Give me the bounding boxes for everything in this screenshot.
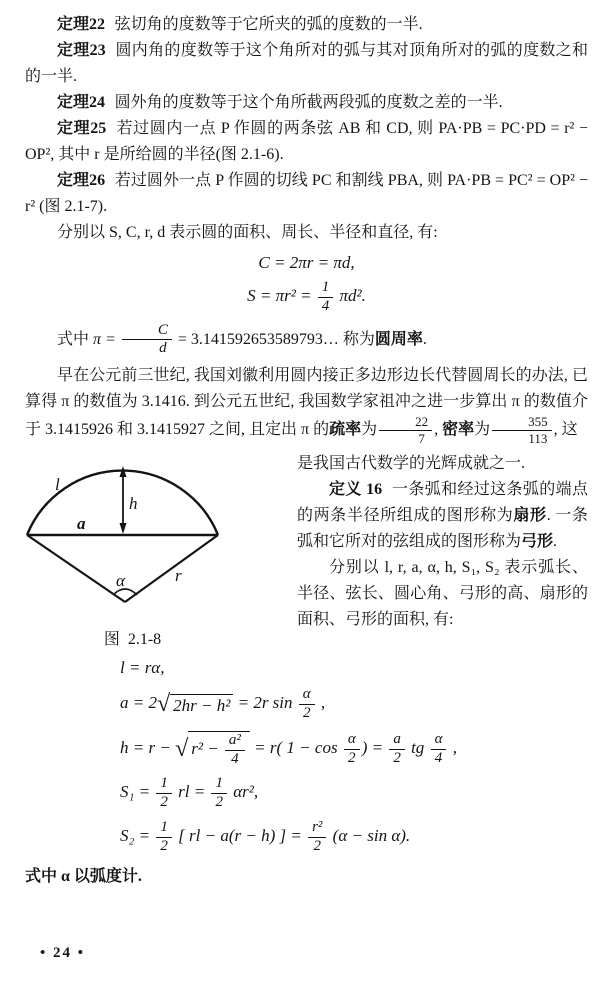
formula-height-mid-1: = r( 1 − cos <box>249 737 342 757</box>
variables-paragraph: 分别以 l, r, a, α, h, S₁, S₂ 表示弧长、半径、弦长、圆心角、弓形的高、扇形的面积、弓形的面积, 有: <box>297 559 588 629</box>
pi-symbol: π = <box>93 330 120 348</box>
definition-16-label: 定义 16 <box>329 481 383 499</box>
central-angle-label: α <box>116 571 125 591</box>
radius-line-left <box>27 535 125 602</box>
formula-height-pre: h = r − <box>120 737 176 757</box>
sector-figure-svg <box>25 457 280 617</box>
formula-chord-pre: a = 2 <box>120 693 157 713</box>
definition-16-text-3: . <box>553 533 558 551</box>
history-text-2: 为 <box>361 420 378 438</box>
sqrt-expression <box>157 691 233 718</box>
theorem-26-text: 若过圆外一点 P 作圆的切线 PC 和割线 PBA, 则 PA·PB = PC² = OP² − r² (图 2.1-7). <box>25 172 588 215</box>
formula-chord-post: , <box>316 693 326 713</box>
formula-chord-mid: = 2r sin <box>233 693 297 713</box>
definition-16-text-2: . 一条弧和它所对的弦组成的图形称为 <box>297 507 588 551</box>
sector-figure-block <box>25 451 297 649</box>
theorem-22-label: 定理22 <box>57 16 106 33</box>
theorem-24-paragraph <box>25 90 588 116</box>
segment-term-bold: 弓形 <box>521 533 554 551</box>
theorem-22-text: 弦切角的度数等于它所夹的弧的度数的一半. <box>114 16 423 33</box>
formula-area <box>25 280 588 315</box>
fraction-a2-over-4: $\frac{\text{a²}}{4}$ <box>223 733 247 768</box>
formula-s2-post: (α − sin α). <box>328 825 411 845</box>
fraction-355-over-113: $\frac{355}{113}$ <box>490 415 554 445</box>
radicand-2-pre: r² − <box>191 738 223 758</box>
history-milv-bold: 密率 <box>442 420 475 438</box>
theorem-26-paragraph <box>25 168 588 220</box>
fraction-alpha-over-4: $\frac{\alpha}{4}$ <box>429 732 449 767</box>
radian-note: 式中 α 以弧度计. <box>25 868 142 886</box>
history-text-4: 为 <box>474 420 491 438</box>
figure-caption: 图 2.1-8 <box>103 631 162 649</box>
pi-definition-line <box>25 323 588 358</box>
definition-16-text-1: 一条弧和经过这条弧的端点的两条半径所组成的图形称为 <box>297 481 588 525</box>
sector-term-bold: 扇形 <box>513 507 547 525</box>
pi-name-bold: 圆周率 <box>374 330 423 348</box>
history-text-1: 早在公元前三世纪, 我国刘徽利用圆内接正多边形边长代替圆周长的办法, 已算得 π 的数值为 3.1416. 到公元五世纪, 我国数学家祖冲之进一步算出 π 的数值介于 3.1415926 和 3.1415927 之间, 且定出 π 的 <box>25 367 588 438</box>
theorem-24-text: 圆外角的度数等于这个角所截两段弧的度数之差的一半. <box>114 94 503 111</box>
radicand-2 <box>188 731 250 768</box>
history-text-5: , 这 <box>553 420 578 438</box>
radius-line-right <box>125 535 218 602</box>
pi-line-end: . <box>422 330 427 348</box>
theorem-23-label: 定理23 <box>57 42 106 59</box>
fraction-half-2: $\frac{1}{2}$ <box>209 776 229 811</box>
figure-and-text-columns <box>25 451 588 649</box>
theorem-24-label: 定理24 <box>57 94 106 111</box>
formula-area-post: πd². <box>335 286 366 306</box>
tangent-function: tg <box>411 737 425 757</box>
height-arrowhead-bottom <box>120 523 127 534</box>
page-number: • 24 • <box>40 945 86 961</box>
radical-sign: √ <box>156 691 171 718</box>
formula-chord-length <box>120 687 588 722</box>
formula-arc-length-text: l = rα, <box>120 658 165 678</box>
theorem-26-label: 定理26 <box>57 172 106 189</box>
theorem-25-paragraph <box>25 116 588 168</box>
arc-length-label: l <box>55 475 60 495</box>
formula-segment-height <box>120 731 588 768</box>
history-shulv-bold: 疏率 <box>329 420 362 438</box>
formula-height-mid-2: ) = <box>361 737 388 757</box>
pi-line-prefix: 式中 <box>57 330 94 348</box>
theorem-22-paragraph <box>25 12 588 38</box>
theorem-25-text: 若过圆内一点 P 作圆的两条弦 AB 和 CD, 则 PA·PB = PC·PD = r² − OP², 其中 r 是所给圆的半径(图 2.1-6). <box>25 120 588 163</box>
formula-area-pre: S = πr² = <box>247 286 316 306</box>
fraction-half-3: $\frac{1}{2}$ <box>154 820 174 855</box>
formula-sector-area <box>120 776 588 811</box>
formula-s2-mid: [ rl − a(r − h) ] = <box>173 825 307 845</box>
height-label: h <box>129 494 138 514</box>
formula-height-post: , <box>448 737 457 757</box>
formula-s1-post: αr², <box>228 782 259 802</box>
formula-circumference-text: C = 2πr = πd, <box>258 253 355 272</box>
fraction-a-over-2: $\frac{a}{2}$ <box>387 732 407 767</box>
fraction-alpha-over-2b: $\frac{\alpha}{2}$ <box>342 732 362 767</box>
theorem-23-paragraph <box>25 38 588 90</box>
sqrt-expression-2 <box>175 731 250 768</box>
history-continuation: 是我国古代数学的光辉成就之一. <box>297 455 526 473</box>
radicand: 2hr − h² <box>170 694 233 716</box>
formula-circumference <box>25 253 588 273</box>
fraction-half-1: $\frac{1}{2}$ <box>154 776 174 811</box>
formula-s2-pre: S₂ = <box>120 825 155 845</box>
radius-label: r <box>175 566 182 586</box>
fraction-22-over-7: $\frac{22}{7}$ <box>377 415 434 445</box>
chord-label: a <box>77 514 86 534</box>
sector-formulas-block <box>120 658 588 854</box>
formula-s1-pre: S₁ = <box>120 782 155 802</box>
theorem-25-label: 定理25 <box>57 120 107 137</box>
history-text-3: , <box>434 420 443 438</box>
formula-s1-mid: rl = <box>173 782 210 802</box>
definition-16-paragraph <box>297 477 588 555</box>
fraction-alpha-over-2: $\frac{\alpha}{2}$ <box>297 687 317 722</box>
fraction-one-fourth: $\frac{1}{4}$ <box>316 280 336 315</box>
circle-measures-intro: 分别以 S, C, r, d 表示圆的面积、周长、半径和直径, 有: <box>57 224 438 241</box>
pi-history-paragraph <box>25 363 588 445</box>
radical-sign-2: √ <box>175 735 189 762</box>
pi-value-text: = 3.141592653589793… 称为 <box>173 330 375 348</box>
theorem-23-text: 圆内角的度数等于这个角所对的弧与其对顶角所对的弧的度数之和的一半. <box>25 42 588 85</box>
formula-segment-area <box>120 820 588 855</box>
fraction-c-over-d: $\frac{C}{d}$ <box>120 323 174 358</box>
right-column <box>297 451 588 649</box>
fraction-r2-over-2: $\frac{\text{r²}}{2}$ <box>306 820 328 855</box>
formula-arc-length <box>120 658 588 678</box>
